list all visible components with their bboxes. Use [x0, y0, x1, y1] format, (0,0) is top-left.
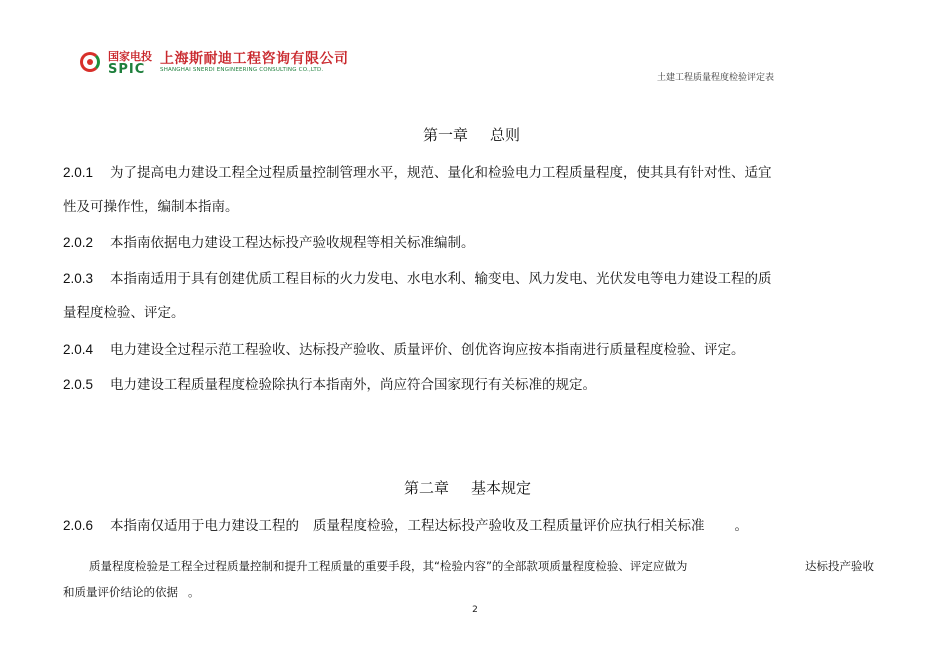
clause-number: 2.0.4 — [63, 342, 94, 357]
logo-brand — [108, 51, 152, 76]
note-text: 和质量评价结论的依据 — [63, 585, 178, 599]
clause-number: 2.0.3 — [63, 271, 94, 286]
chapter-1-heading — [423, 124, 520, 145]
company-name-cn: 上海斯耐迪工程咨询有限公司 — [160, 51, 349, 68]
company-logo — [80, 50, 349, 76]
chapter-2-title: 基本规定 — [471, 479, 532, 497]
chapter-2-heading — [404, 477, 531, 498]
spic-logo-icon — [80, 52, 102, 74]
clause-text: 电力建设全过程示范工程验收、达标投产验收、质量评价、创优咨询应按本指南进行质量程度检验、评定。 — [110, 342, 745, 358]
clause-text-c: 。 — [734, 518, 748, 534]
clause-number: 2.0.6 — [63, 518, 94, 533]
chapter-1-number: 第一章 — [423, 126, 469, 144]
logo-company — [160, 52, 349, 74]
brand-en: SPIC — [108, 61, 146, 77]
note-line-1-end: 达标投产验收 — [805, 559, 874, 573]
chapter-2-number: 第二章 — [404, 479, 450, 497]
clause-text-a: 本指南仅适用于电力建设工程的 — [110, 518, 299, 534]
page-number: 2 — [472, 605, 478, 615]
clause-text: 本指南依据电力建设工程达标投产验收规程等相关标准编制。 — [110, 235, 475, 251]
clause-2-0-3-continued: 量程度检验、评定。 — [63, 305, 185, 321]
clause-number: 2.0.1 — [63, 165, 94, 180]
note-line-2 — [63, 584, 200, 600]
clause-text-b: 质量程度检验，工程达标投产验收及工程质量评价应执行相关标准 — [313, 518, 705, 534]
clause-2-0-5 — [63, 373, 596, 393]
clause-number: 2.0.2 — [63, 235, 94, 250]
note-period: 。 — [188, 585, 200, 599]
clause-2-0-6 — [63, 514, 748, 534]
clause-2-0-1-continued: 性及可操作性，编制本指南。 — [63, 199, 239, 215]
clause-2-0-2 — [63, 231, 475, 251]
clause-2-0-3 — [63, 267, 772, 287]
clause-number: 2.0.5 — [63, 377, 94, 392]
document-tag: 土建工程质量程度检验评定表 — [657, 73, 775, 83]
company-name-en: SHANGHAI SNERDI ENGINEERING CONSULTING CO.,LTD. — [160, 67, 324, 74]
clause-2-0-1 — [63, 161, 772, 181]
clause-text: 本指南适用于具有创建优质工程目标的火力发电、水电水利、输变电、风力发电、光伏发电等电力建设工程的质 — [110, 271, 772, 287]
page-header — [0, 0, 950, 90]
clause-text: 为了提高电力建设工程全过程质量控制管理水平，规范、量化和检验电力工程质量程度，使其具有针对性、适宜 — [110, 165, 772, 181]
note-line-1: 质量程度检验是工程全过程质量控制和提升工程质量的重要手段，其“检验内容”的全部款项质量程度检验、评定应做为 — [89, 559, 688, 573]
clause-text: 电力建设工程质量程度检验除执行本指南外，尚应符合国家现行有关标准的规定。 — [110, 377, 596, 393]
clause-2-0-4 — [63, 338, 745, 358]
chapter-1-title: 总则 — [490, 126, 521, 144]
brand-cn: 国家电投 — [108, 49, 152, 63]
